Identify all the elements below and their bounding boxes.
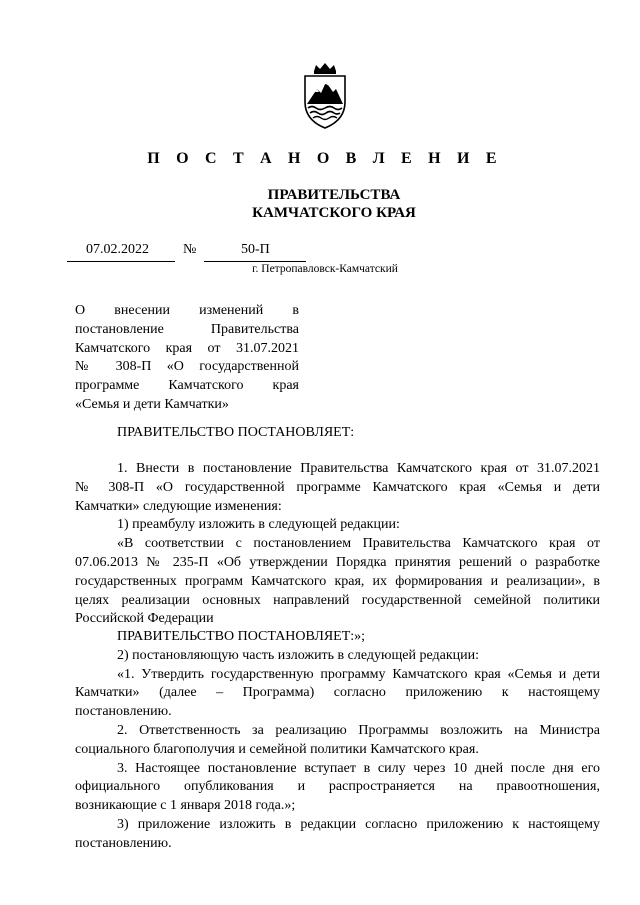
- subject-line: Камчатского края от 31.07.2021: [75, 340, 299, 356]
- paragraph-line: Камчатки» (далее – Программа) согласно приложению к настоящему: [75, 685, 600, 701]
- paragraph-line: целях реализации основных направлений государственной семейной политики: [75, 592, 600, 608]
- paragraph-block-2: [75, 628, 600, 854]
- coat-of-arms-icon: [302, 62, 348, 130]
- issuer-line-1: ПРАВИТЕЛЬСТВА: [267, 187, 401, 203]
- paragraph-line: 2. Ответственность за реализацию Программы возложить на Министра: [117, 722, 600, 738]
- paragraph-line: 3) приложение изложить в редакции согласно приложению к настоящему: [117, 816, 600, 832]
- resolves-heading-block: [75, 424, 600, 443]
- number-underline: [204, 261, 306, 262]
- paragraph-line: официального опубликования и распространяется на правоотношения,: [75, 779, 600, 795]
- document-date: 07.02.2022: [86, 242, 149, 257]
- paragraph-line: № 308-П «О государственной программе Камчатского края «Семья и дети: [75, 479, 600, 495]
- paragraph-2: 1) преамбулу изложить в следующей редакции:: [117, 517, 400, 533]
- subject-line: «Семья и дети Камчатки»: [75, 396, 229, 412]
- paragraph-line: социального благополучия и семейной политики Камчатского края.: [75, 741, 479, 757]
- paragraph-line: Российской Федерации: [75, 611, 214, 627]
- paragraph-line: 07.06.2013 № 235-П «Об утверждении Порядка принятия решений о разработке: [75, 554, 600, 570]
- subject-line: программе Камчатского края: [75, 378, 299, 394]
- paragraph-line: постановлению.: [75, 835, 172, 851]
- paragraph-line: 3. Настоящее постановление вступает в силу через 10 дней после дня его: [117, 760, 600, 776]
- issuer-line-2: КАМЧАТСКОГО КРАЯ: [252, 205, 416, 221]
- resolves-quote: ПРАВИТЕЛЬСТВО ПОСТАНОВЛЯЕТ:»;: [117, 629, 366, 644]
- paragraph-line: «1. Утвердить государственную программу Камчатского края «Семья и дети: [117, 666, 600, 682]
- paragraph-line: Камчатки» следующие изменения:: [75, 498, 282, 514]
- paragraph-line: постановлению.: [75, 704, 172, 720]
- subject-block: [75, 302, 299, 415]
- subject-line: О внесении изменений в: [75, 303, 299, 318]
- subject-line: постановление Правительства: [75, 321, 299, 337]
- number-sign: №: [183, 242, 197, 257]
- paragraph-line: государственных программ Камчатского края, их формирования и реализации», в: [75, 573, 600, 589]
- paragraph-line: «В соответствии с постановлением Правительства Камчатского края от: [117, 536, 600, 552]
- paragraph-4: 2) постановляющую часть изложить в следующей редакции:: [117, 647, 480, 663]
- document-title: П О С Т А Н О В Л Е Н И Е: [147, 150, 503, 167]
- subject-line: № 308-П «О государственной: [75, 359, 299, 375]
- date-underline: [67, 261, 175, 262]
- city-name: г. Петропавловск-Камчатский: [252, 263, 398, 275]
- paragraph-line: возникающие с 1 января 2018 года.»;: [75, 798, 296, 814]
- document-number: 50-П: [241, 242, 270, 257]
- resolves-heading: ПРАВИТЕЛЬСТВО ПОСТАНОВЛЯЕТ:: [117, 425, 355, 440]
- paragraph-1: [75, 460, 600, 629]
- paragraph-line: 1. Внести в постановление Правительства Камчатского края от 31.07.2021: [117, 461, 600, 476]
